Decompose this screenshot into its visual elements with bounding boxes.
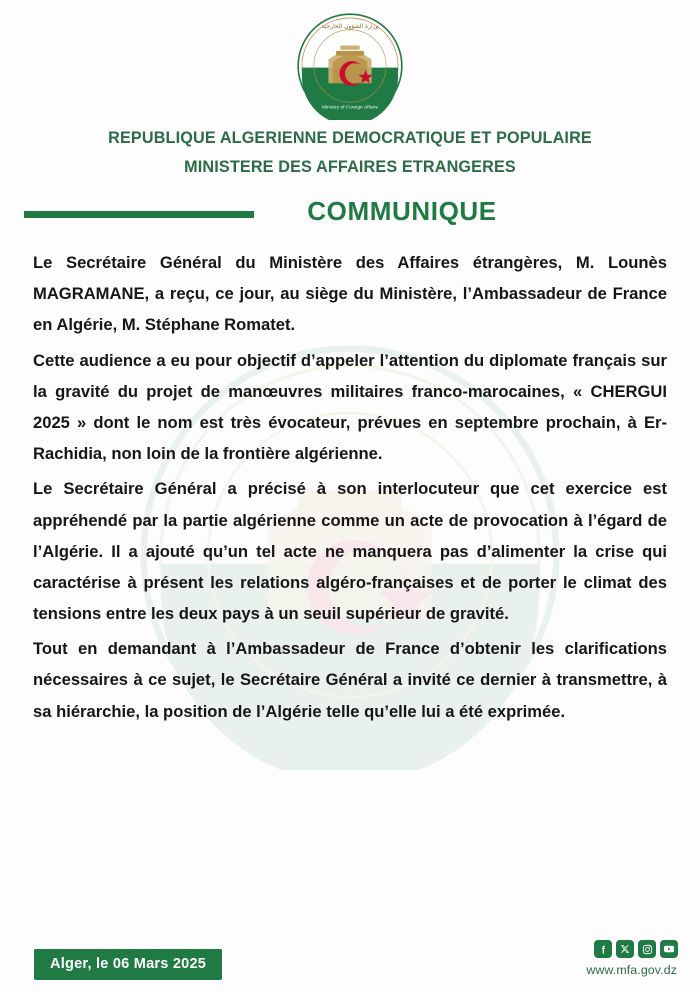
paragraph-4: Tout en demandant à l’Ambassadeur de France d’obtenir les clarifications nécessaires à ce sujet, le Secrétaire Général a invité ce dernier à transmettre, à sa hiérarchie, la position de l’Algérie telle qu’elle lui a été exprimée. bbox=[33, 639, 667, 721]
youtube-icon[interactable] bbox=[660, 940, 678, 958]
paragraph-1: Le Secrétaire Général du Ministère des Affaires étrangères, M. Lounès MAGRAMANE, a reçu, ce jour, au siège du Ministère, l’Ambassadeur de France en Algérie, M. Stéphane Romatet. bbox=[33, 253, 667, 335]
footer-social-block bbox=[586, 940, 678, 977]
ministry-emblem-icon bbox=[296, 12, 404, 120]
communique-title-row bbox=[24, 196, 676, 234]
ministry-emblem-container bbox=[0, 12, 700, 120]
green-rule-divider bbox=[24, 211, 254, 218]
paragraph-3: Le Secrétaire Général a précisé à son interlocuteur que cet exercice est appréhendé par la partie algérienne comme un acte de provocation à l’égard de l’Algérie. Il a ajouté qu’un tel acte ne manquera pas d’alimenter la crise qui caractérise à présent les relations algéro-françaises et de porter le climat des tensions entre les deux pays à un seuil supérieur de gravité. bbox=[33, 479, 667, 624]
svg-text:وزارة الشؤون الخارجية: وزارة الشؤون الخارجية bbox=[321, 23, 379, 31]
website-url[interactable]: www.mfa.gov.dz bbox=[586, 963, 677, 977]
ministry-heading: MINISTERE DES AFFAIRES ETRANGERES bbox=[184, 158, 516, 176]
document-header bbox=[0, 130, 700, 176]
page-title: COMMUNIQUE bbox=[307, 196, 497, 226]
instagram-icon[interactable] bbox=[638, 940, 656, 958]
date-badge: Alger, le 06 Mars 2025 bbox=[34, 949, 222, 980]
republic-heading: REPUBLIQUE ALGERIENNE DEMOCRATIQUE ET POPULAIRE bbox=[108, 129, 592, 147]
svg-text:Ministry of Foreign Affairs: Ministry of Foreign Affairs bbox=[322, 104, 378, 110]
paragraph-2: Cette audience a eu pour objectif d’appeler l’attention du diplomate français sur la gravité du projet de manœuvres militaires franco-marocaines, « CHERGUI 2025 » dont le nom est très évocateur, prévues en septembre prochain, à Er-Rachidia, non loin de la frontière algérienne. bbox=[33, 350, 667, 464]
communique-body bbox=[33, 247, 667, 727]
x-twitter-icon[interactable] bbox=[616, 940, 634, 958]
social-icons-row bbox=[586, 940, 678, 958]
facebook-icon[interactable] bbox=[594, 940, 612, 958]
